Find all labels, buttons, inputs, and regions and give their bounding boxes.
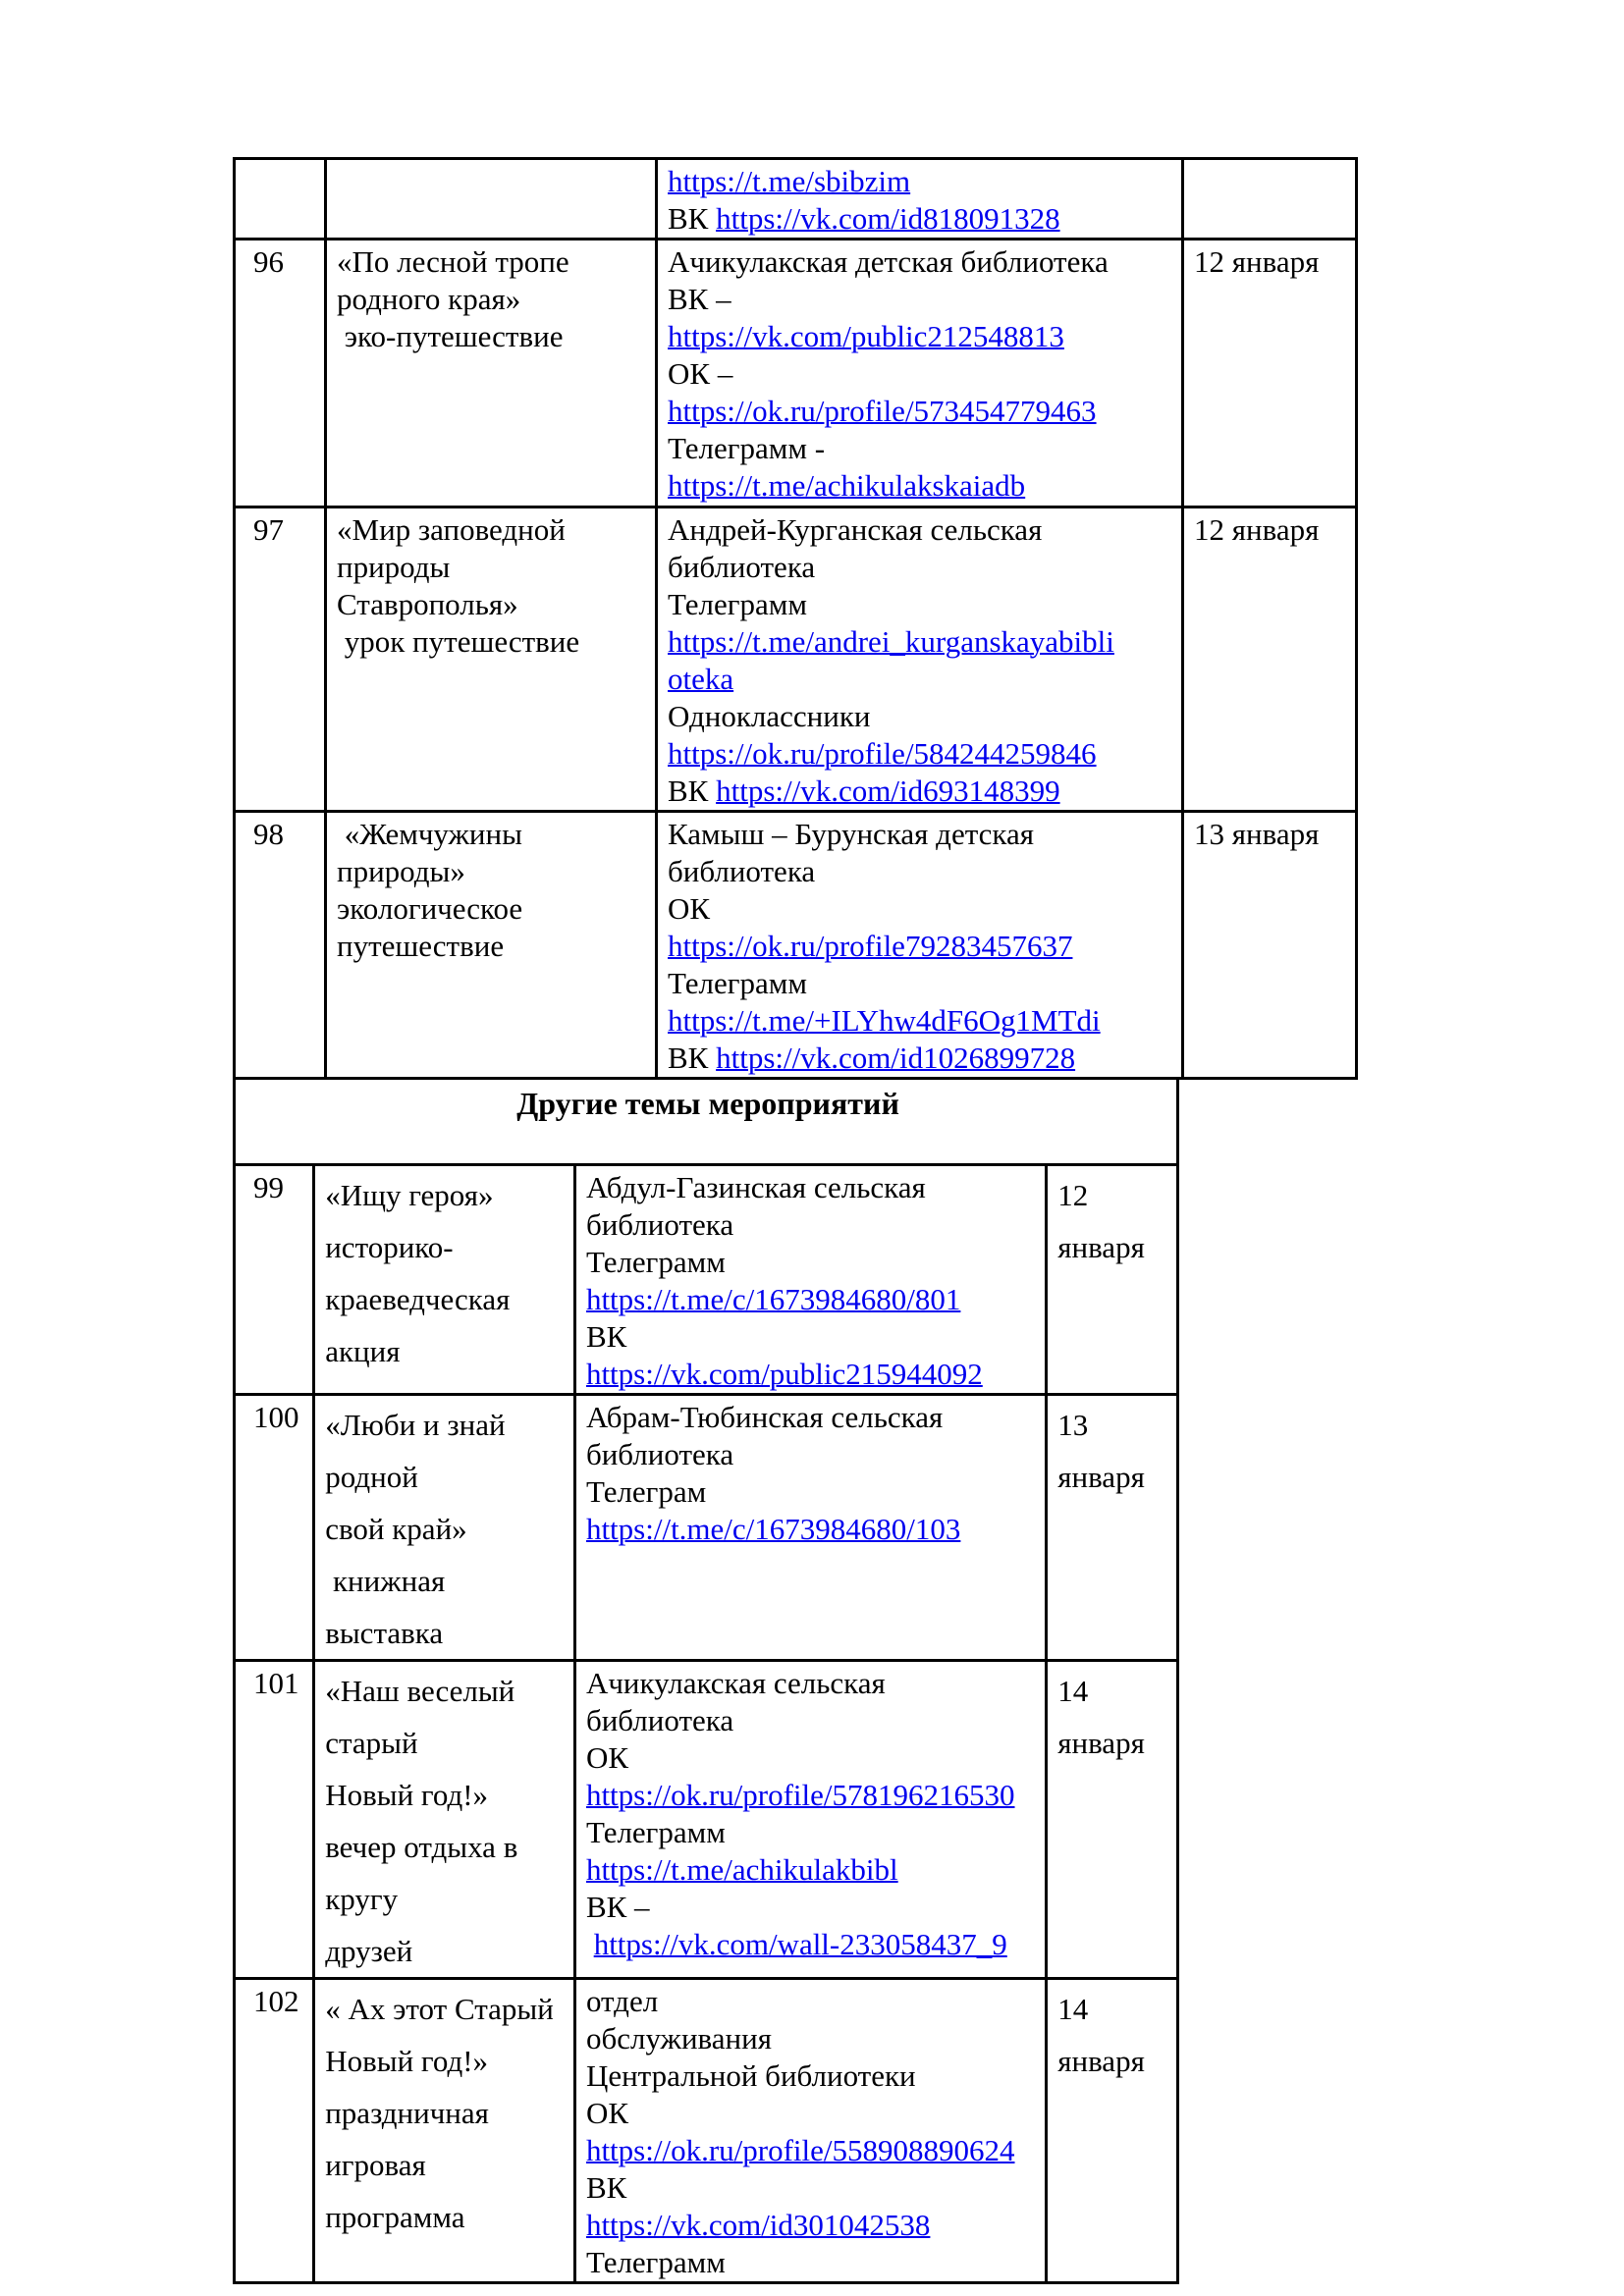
hyperlink[interactable]: https://ok.ru/profile79283457637 <box>668 929 1073 963</box>
text-line <box>668 735 1175 773</box>
text-line <box>586 1889 1039 1926</box>
text-line <box>586 1777 1039 1814</box>
text-run: программа <box>325 2200 465 2234</box>
text-line <box>586 2132 1039 2169</box>
text-line <box>337 318 649 355</box>
cell-library-links <box>574 1165 1046 1395</box>
text-run: Телеграмм <box>585 1815 726 1849</box>
cell-library-links <box>657 159 1183 240</box>
table-row <box>235 1395 1623 1661</box>
text-run: Ачикулакская детская библиотека <box>668 244 1109 279</box>
text-line <box>325 1925 568 1977</box>
events-table-upper <box>233 157 1358 1080</box>
text-run: ОК <box>585 1740 629 1775</box>
text-run: 99 <box>253 1170 284 1204</box>
text-run: Ачикулакская сельская <box>585 1666 886 1700</box>
text-line <box>1057 1221 1172 1273</box>
text-run: 97 <box>253 512 284 547</box>
text-run: 98 <box>253 817 284 851</box>
text-line <box>253 1169 306 1206</box>
text-line <box>668 773 1175 810</box>
text-line <box>586 1983 1039 2020</box>
text-run: « Ах этот Старый <box>325 1992 554 2026</box>
text-run: Новый год!» <box>325 2044 489 2078</box>
text-run: «Жемчужины <box>337 817 522 851</box>
cell-date <box>1183 507 1357 812</box>
text-line <box>325 1983 568 2035</box>
cell-event-title <box>314 1165 575 1395</box>
table-row <box>235 159 1357 240</box>
text-line <box>586 1318 1039 1356</box>
text-run: 13 <box>1057 1408 1089 1442</box>
text-line <box>253 1983 306 2020</box>
text-line <box>325 1555 568 1659</box>
text-run: ОК – <box>668 356 733 391</box>
hyperlink[interactable]: https://t.me/c/1673984680/103 <box>585 1512 961 1546</box>
text-run: 100 <box>253 1400 299 1434</box>
text-run: Ставрополья» <box>337 587 518 621</box>
text-run: 14 января <box>1057 1674 1145 1760</box>
text-line <box>1057 1665 1172 1769</box>
cell-number <box>235 240 326 507</box>
hyperlink[interactable]: https://t.me/andrei_kurganskayabibli <box>668 624 1114 659</box>
text-line <box>337 586 649 623</box>
text-line <box>325 1503 568 1555</box>
text-line <box>586 2095 1039 2132</box>
text-line <box>325 1821 568 1925</box>
text-line <box>668 853 1175 890</box>
cell-date <box>1047 1395 1178 1661</box>
text-line <box>668 281 1175 318</box>
text-line <box>586 1665 1039 1702</box>
text-line <box>337 816 649 853</box>
text-line <box>325 1169 568 1221</box>
table-row <box>235 507 1357 812</box>
text-line <box>337 243 649 281</box>
section-header-row <box>235 1079 1623 1165</box>
text-line <box>586 1473 1039 1511</box>
text-run: свой край» <box>325 1512 467 1546</box>
text-run: января <box>1057 1460 1145 1494</box>
text-line <box>668 200 1175 238</box>
text-run: 12 января <box>1194 244 1320 279</box>
text-run: краеведческая акция <box>325 1282 518 1368</box>
text-run: ОК <box>668 891 711 926</box>
hyperlink[interactable]: https://vk.com/wall-233058437_9 <box>593 1927 1007 1961</box>
text-line <box>586 2020 1039 2057</box>
text-line <box>668 816 1175 853</box>
text-run: 102 <box>253 1984 299 2018</box>
text-run: Телеграмм <box>668 966 807 1000</box>
text-line <box>337 890 649 928</box>
cell-date <box>1183 812 1357 1079</box>
text-line <box>586 1399 1039 1436</box>
hyperlink[interactable]: https://ok.ru/profile/584244259846 <box>668 736 1097 771</box>
text-run: 12 января <box>1194 512 1320 547</box>
cell-event-title <box>326 159 657 240</box>
table-row <box>235 1661 1623 1979</box>
text-run: библиотека <box>585 1703 734 1737</box>
cell-number <box>235 812 326 1079</box>
text-run: Телеграмм <box>668 587 807 621</box>
text-line <box>668 163 1175 200</box>
cell-event-title <box>314 1395 575 1661</box>
text-run: природы <box>337 550 451 584</box>
hyperlink[interactable]: https://ok.ru/profile/558908890624 <box>585 2133 1015 2167</box>
text-line <box>668 393 1175 430</box>
text-run: ВК – <box>585 1890 650 1924</box>
text-run: Телеграмм <box>585 1245 726 1279</box>
text-run: Андрей-Курганская сельская <box>668 512 1043 547</box>
table-row <box>235 812 1357 1079</box>
text-run: Камыш – Бурунская детская <box>668 817 1034 851</box>
text-line <box>325 2191 568 2243</box>
text-line <box>1194 511 1351 549</box>
text-line <box>253 816 318 853</box>
text-line <box>325 1221 568 1273</box>
text-run: «Люби и знай родной <box>325 1408 514 1494</box>
text-run: ВК <box>668 774 717 808</box>
hyperlink[interactable]: https://ok.ru/profile/573454779463 <box>668 394 1097 428</box>
text-run: 96 <box>253 244 284 279</box>
text-run: друзей <box>325 1934 413 1968</box>
text-run: вечер отдыха в кругу <box>325 1830 526 1916</box>
text-run: «Ищу героя» <box>325 1178 494 1212</box>
text-line <box>668 1002 1175 1040</box>
events-table-lower <box>233 1077 1624 2284</box>
text-line <box>253 1399 306 1436</box>
text-line <box>668 661 1175 698</box>
text-run: эко-путешествие <box>337 319 564 353</box>
hyperlink[interactable]: https://vk.com/id1026899728 <box>716 1041 1076 1075</box>
hyperlink[interactable]: https://t.me/c/1673984680/801 <box>585 1282 961 1316</box>
document-page <box>233 157 1624 2284</box>
text-line <box>586 2057 1039 2095</box>
text-run: ВК <box>668 1041 717 1075</box>
text-run: экологическое <box>337 891 523 926</box>
hyperlink[interactable]: https://vk.com/id301042538 <box>585 2208 931 2242</box>
cell-number <box>235 1395 314 1661</box>
hyperlink[interactable]: https://vk.com/id693148399 <box>716 774 1060 808</box>
text-line <box>668 623 1175 661</box>
text-run: Абдул-Газинская сельская <box>585 1170 926 1204</box>
cell-library-links <box>657 507 1183 812</box>
cell-date <box>1183 159 1357 240</box>
text-line <box>586 1851 1039 1889</box>
hyperlink[interactable]: https://ok.ru/profile/578196216530 <box>585 1778 1015 1812</box>
hyperlink[interactable]: oteka <box>668 662 734 696</box>
text-run: 13 января <box>1194 817 1320 851</box>
text-run: ВК <box>585 2170 627 2205</box>
text-run: ОК <box>585 2096 629 2130</box>
cell-event-title <box>314 1661 575 1979</box>
text-line <box>253 511 318 549</box>
text-line <box>668 430 1175 467</box>
text-run: историко- <box>325 1230 454 1264</box>
text-line <box>337 928 649 965</box>
text-line <box>586 1169 1039 1206</box>
text-line <box>586 2244 1039 2281</box>
text-run: природы» <box>337 854 465 888</box>
text-line <box>668 318 1175 355</box>
hyperlink[interactable]: https://vk.com/id818091328 <box>716 201 1060 236</box>
text-run: библиотека <box>668 550 816 584</box>
text-run: Телеграмм - <box>668 431 826 465</box>
cell-library-links <box>657 240 1183 507</box>
cell-number <box>235 1165 314 1395</box>
text-line <box>325 2087 568 2191</box>
text-run: 101 <box>253 1666 299 1700</box>
text-line <box>325 1273 568 1377</box>
hyperlink[interactable]: https://t.me/achikulakbibl <box>585 1852 898 1887</box>
text-run: Одноклассники <box>668 699 871 733</box>
text-run: 14 января <box>1057 1992 1145 2078</box>
cell-date <box>1047 1661 1178 1979</box>
text-run: обслуживания <box>585 2021 772 2056</box>
text-line <box>325 1665 568 1769</box>
text-line <box>586 1814 1039 1851</box>
text-run: урок путешествие <box>337 624 580 659</box>
cell-number <box>235 1661 314 1979</box>
text-run: библиотека <box>668 854 816 888</box>
section-header: Другие темы мероприятий <box>235 1079 1178 1165</box>
cell-library-links <box>574 1979 1046 2283</box>
text-run: ВК <box>585 1319 627 1354</box>
text-line <box>1194 816 1351 853</box>
hyperlink[interactable]: https://t.me/sbibzim <box>668 164 911 198</box>
text-line <box>337 623 649 661</box>
text-line <box>586 1281 1039 1318</box>
text-line <box>586 2169 1039 2207</box>
hyperlink[interactable]: https://t.me/achikulakskaiadb <box>668 468 1026 503</box>
hyperlink[interactable]: https://vk.com/public215944092 <box>585 1357 983 1391</box>
text-line <box>586 1244 1039 1281</box>
text-line <box>253 243 318 281</box>
cell-date <box>1047 1165 1178 1395</box>
text-line <box>586 1702 1039 1739</box>
text-line <box>337 853 649 890</box>
text-line <box>1057 1983 1172 2087</box>
text-run: 12 <box>1057 1178 1089 1212</box>
text-line <box>325 1769 568 1821</box>
cell-library-links <box>657 812 1183 1079</box>
text-line <box>668 928 1175 965</box>
text-run: библиотека <box>585 1437 734 1471</box>
text-line <box>586 1926 1039 1963</box>
text-run: Новый год!» <box>325 1778 489 1812</box>
text-line <box>253 1665 306 1702</box>
text-line <box>1057 1169 1172 1221</box>
text-run: ВК <box>668 201 717 236</box>
text-run: января <box>1057 1230 1145 1264</box>
cell-date <box>1183 240 1357 507</box>
cell-event-title <box>326 507 657 812</box>
text-run: «По лесной тропе <box>337 244 569 279</box>
text-line <box>668 467 1175 505</box>
text-run: книжная выставка <box>325 1564 453 1650</box>
text-line <box>1057 1451 1172 1503</box>
text-run: Центральной библиотеки <box>585 2058 916 2093</box>
text-line <box>337 281 649 318</box>
text-run: библиотека <box>585 1207 734 1242</box>
text-line <box>668 511 1175 549</box>
text-line <box>586 1436 1039 1473</box>
cell-number <box>235 507 326 812</box>
text-run <box>586 1927 594 1961</box>
text-line <box>586 2207 1039 2244</box>
text-line <box>668 355 1175 393</box>
text-line <box>668 1040 1175 1077</box>
text-line <box>586 1206 1039 1244</box>
cell-number <box>235 1979 314 2283</box>
hyperlink[interactable]: https://t.me/+ILYhw4dF6Og1MTdi <box>668 1003 1101 1038</box>
text-run: родного края» <box>337 282 521 316</box>
text-run: ВК – <box>668 282 731 316</box>
text-line <box>586 1356 1039 1393</box>
text-run: «Наш веселый старый <box>325 1674 523 1760</box>
text-line <box>668 243 1175 281</box>
cell-date <box>1047 1979 1178 2283</box>
table-row <box>235 1165 1623 1395</box>
text-line <box>668 698 1175 735</box>
text-line <box>668 890 1175 928</box>
cell-event-title <box>314 1979 575 2283</box>
text-line <box>668 965 1175 1002</box>
text-line <box>337 511 649 549</box>
text-line <box>668 549 1175 586</box>
text-run: Абрам-Тюбинская сельская <box>585 1400 944 1434</box>
text-run: Телеграмм <box>585 2245 726 2279</box>
cell-number <box>235 159 326 240</box>
cell-library-links <box>574 1395 1046 1661</box>
cell-event-title <box>326 812 657 1079</box>
hyperlink[interactable]: https://vk.com/public212548813 <box>668 319 1064 353</box>
text-line <box>1194 243 1351 281</box>
text-run: отдел <box>585 1984 659 2018</box>
text-run: праздничная игровая <box>325 2096 497 2182</box>
text-line <box>325 2035 568 2087</box>
text-line <box>586 1511 1039 1548</box>
text-run: Телеграм <box>585 1474 707 1509</box>
text-line <box>325 1399 568 1503</box>
text-run: путешествие <box>337 929 505 963</box>
table-row <box>235 1979 1623 2283</box>
text-line <box>586 1739 1039 1777</box>
text-line <box>337 549 649 586</box>
text-line <box>1057 1399 1172 1451</box>
table-row <box>235 240 1357 507</box>
cell-event-title <box>326 240 657 507</box>
text-line <box>668 586 1175 623</box>
cell-library-links <box>574 1661 1046 1979</box>
text-run: «Мир заповедной <box>337 512 566 547</box>
